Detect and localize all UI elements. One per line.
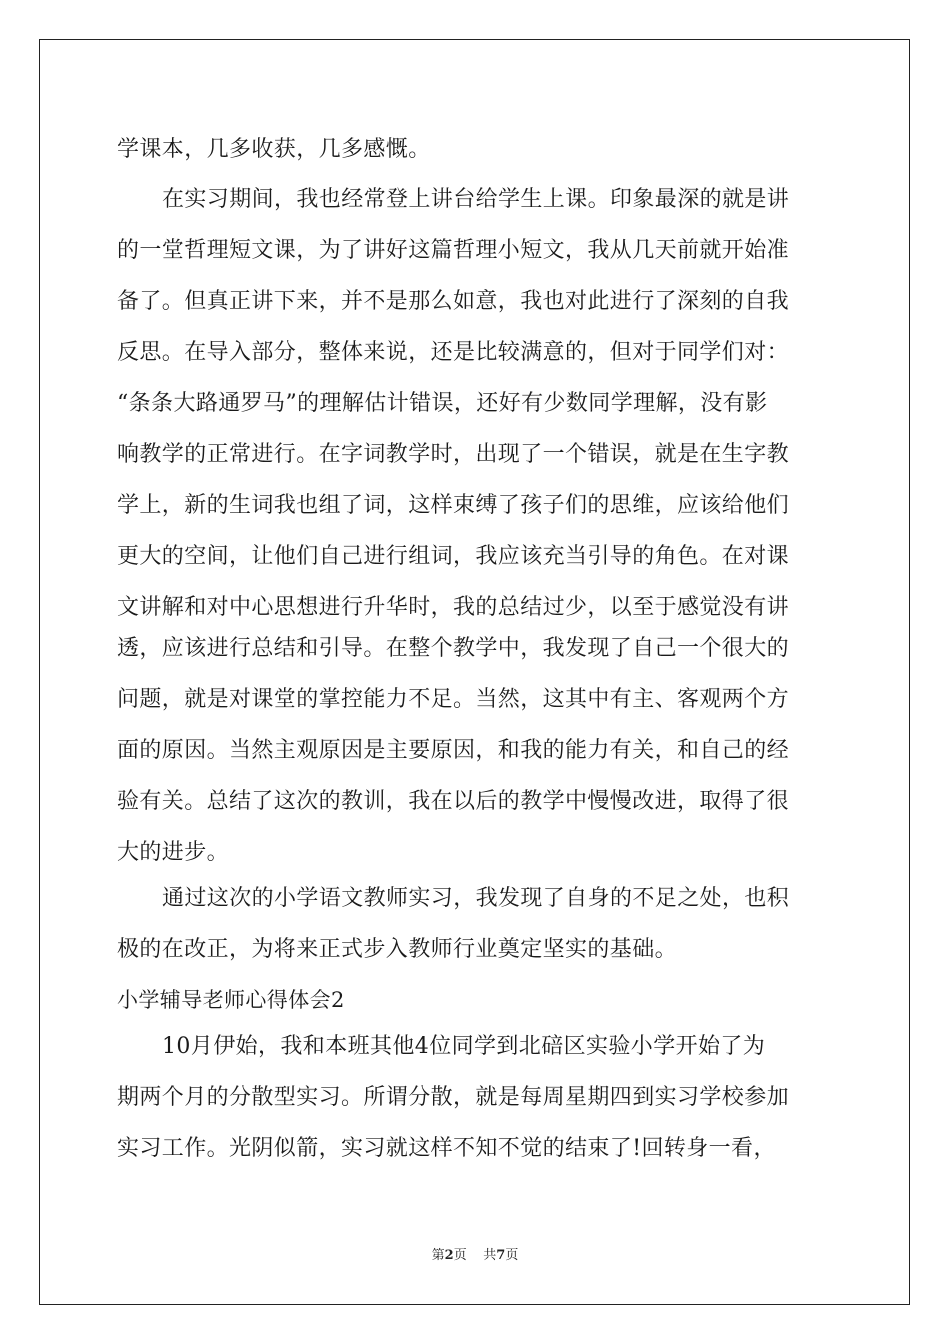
total-prefix: 共 bbox=[483, 1248, 497, 1263]
text-line: 大的进步。 bbox=[117, 840, 230, 865]
text-line: “条条大路通罗马”的理解估计错误，还好有少数同学理解，没有影 bbox=[117, 391, 768, 416]
text-line: 问题，就是对课堂的掌控能力不足。当然，这其中有主、客观两个方 bbox=[117, 687, 790, 712]
page-footer bbox=[0, 1247, 950, 1265]
text-line: 透，应该进行总结和引导。在整个教学中，我发现了自己一个很大的 bbox=[117, 636, 790, 661]
text-line: 文讲解和对中心思想进行升华时，我的总结过少，以至于感觉没有讲 bbox=[117, 595, 790, 620]
page-suffix: 页 bbox=[453, 1248, 467, 1263]
page-number: 2 bbox=[444, 1248, 454, 1263]
text-line: 验有关。总结了这次的教训，我在以后的教学中慢慢改进，取得了很 bbox=[117, 789, 790, 814]
text-line: 的一堂哲理短文课，为了讲好这篇哲理小短文，我从几天前就开始准 bbox=[117, 238, 790, 263]
paragraph-start-line: 通过这次的小学语文教师实习，我发现了自身的不足之处，也积 bbox=[162, 886, 790, 911]
text-line: 响教学的正常进行。在字词教学时，出现了一个错误，就是在生字教 bbox=[117, 442, 790, 467]
section-heading: 小学辅导老师心得体会2 bbox=[117, 988, 345, 1012]
total-suffix: 页 bbox=[505, 1248, 519, 1263]
page-border bbox=[39, 39, 910, 1305]
paragraph-start-line: 10月伊始，我和本班其他4位同学到北碚区实验小学开始了为 bbox=[162, 1034, 766, 1059]
text-line: 备了。但真正讲下来，并不是那么如意，我也对此进行了深刻的自我 bbox=[117, 289, 790, 314]
total-pages: 7 bbox=[496, 1248, 506, 1263]
text-line: 面的原因。当然主观原因是主要原因，和我的能力有关，和自己的经 bbox=[117, 738, 790, 763]
text-line: 学课本，几多收获，几多感慨。 bbox=[117, 137, 431, 162]
paragraph-start-line: 在实习期间，我也经常登上讲台给学生上课。印象最深的就是讲 bbox=[162, 187, 790, 212]
text-line: 反思。在导入部分，整体来说，还是比较满意的，但对于同学们对： bbox=[117, 340, 790, 365]
text-line: 实习工作。光阴似箭，实习就这样不知不觉的结束了!回转身一看， bbox=[117, 1136, 776, 1161]
text-line: 期两个月的分散型实习。所谓分散，就是每周星期四到实习学校参加 bbox=[117, 1085, 790, 1110]
text-line: 更大的空间，让他们自己进行组词，我应该充当引导的角色。在对课 bbox=[117, 544, 790, 569]
text-line: 极的在改正，为将来正式步入教师行业奠定坚实的基础。 bbox=[117, 937, 678, 962]
text-line: 学上，新的生词我也组了词，这样束缚了孩子们的思维，应该给他们 bbox=[117, 493, 790, 518]
page-prefix: 第 bbox=[431, 1248, 445, 1263]
